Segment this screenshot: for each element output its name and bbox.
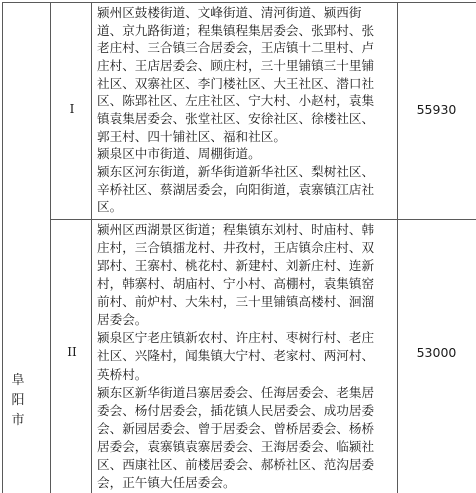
text-line: 英桥村。 [97,366,148,382]
text-line: 区、陈郢社区、左庄社区、宁大村、小赵村，袁集 [97,93,375,109]
text-line: 村，韩寨村、胡庙村、宁小村、高棚村，袁集镇窑 [97,276,375,292]
column-divider [91,2,92,493]
text-line: 社区、双寨社区、李门楼社区、大王社区、潜口社 [97,75,375,91]
text-line: 道、京九路街道；程集镇程集居委会、张郢村、张 [97,22,375,38]
text-line: 区、西康社区、前楼居委会、郝桥社区、范沟居委 [97,456,375,472]
text-line: 颍州区西湖景区街道；程集镇东刘村、时庙村、韩 [97,222,375,237]
text-line: 居委会。 [97,312,148,328]
text-line: 会、新园居委会、曾于居委会、曾桥居委会、杨桥 [97,420,375,436]
text-line: 郭王村、四十铺社区、福和社区。 [97,128,286,144]
text-line: 颍东区新华街道吕寨居委会、任海居委会、老集居 [97,384,375,400]
text-line: 颍东区河东街道，新华街道新华社区、梨树社区、 [97,164,375,179]
column-divider [50,2,51,493]
text-line: 颍泉区宁老庄镇新农村、许庄村、枣树行村、老庄 [97,330,375,346]
column-divider [397,2,398,493]
text-line: 会，正午镇大任居委会。 [97,474,236,490]
text-line: 前村、前炉村、大朱村，三十里铺镇高楼村、洄溜 [97,294,375,310]
grade-label: II [67,345,77,359]
column-divider [2,2,3,493]
text-line: 庄村、王店居委会、顾庄村，三十里铺镇三十里铺 [97,58,375,73]
table-border-top [2,2,476,3]
text-line: 郢村、王寨村、桃花村、新建村、刘新庄村、连新 [97,258,375,274]
text-line: 老庄村、三合镇三合居委会，王店镇十二里村、卢 [97,40,375,56]
text-line: 区。 [97,199,123,215]
text-line: 颍泉区中市街道、周棚街道。 [97,146,261,162]
row-divider [50,219,476,220]
text-line: 委会、杨付居委会，插花镇人民居委会、成功居委 [97,402,375,418]
amount-value: 55930 [416,102,457,117]
text-line: 颍州区鼓楼街道、文峰街道、清河街道、颍西街 [97,5,362,20]
text-line: 辛桥社区、蔡湖居委会，向阳街道，袁寨镇江店社 [97,181,375,197]
grade-label: I [69,102,75,116]
text-line: 居委会，袁寨镇袁寨居委会、王海居委会、临颍社 [97,438,375,454]
amount-value: 53000 [416,345,457,360]
text-line: 社区、兴隆村，闻集镇大宁村、老家村、两河村、 [97,348,375,364]
city-name: 阜阳市 [11,373,25,428]
text-line: 庄村，三合镇擂龙村、井孜村，王店镇佘庄村、双 [97,240,375,256]
text-line: 镇袁集居委会、张堂社区、安徐社区、徐楼社区、 [97,111,375,126]
